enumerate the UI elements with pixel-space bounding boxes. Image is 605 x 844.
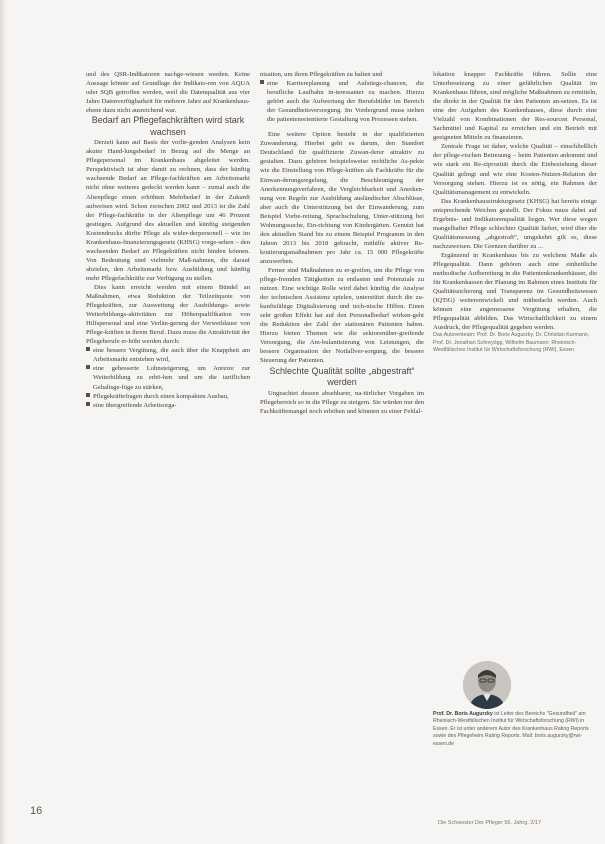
paragraph: Eine weitere Option besteht in der qualifizierten Zuwanderung. Hierbei geht es darum, den Standort Deutschland für qualifizierte Zuwan-derer attraktiv zu gestalten. Dazu gehören beispielsweise rechtliche As-pekte wie die Einstellung von Pflege-kräften als Fachkräfte für die Einwan-derungsregelung, die Beschleunigung der Anerkennungsverfahren, die Vergleichbarkeit und Anerken-nung von Regeln zur Ausbildung ausländischer Abschlüsse, aber auch die Unterstützung bei der Einwanderung, zum Beispiel Vorbe-reitung, Sprachschulung, Unter-stützung bei Wohnungssuche, Ein-richtung von Kindergärten. Genutzt hat den aktuellen Stand bis zu einem Beispiel Programm in den Jahren 2013 bis 2018 gebracht, mithilfe aktiver Re-krutierungsmaßnahmen pro Jahr ca. 15 000 Pflegekräfte anzuwerben.	[260, 131, 424, 265]
text-column-3	[433, 70, 597, 630]
text-column-1	[86, 70, 250, 806]
bullet-item: Pflegekräftefragen durch einen kompakten Ausbau,	[86, 392, 250, 401]
paragraph: Dies kann erreicht werden mit einem Bündel an Maßnahmen, etwa Reduktion der Teilzeitquote von Pflegekräften, zur Ausweitung der Ausbildungs- sowie Weiterbildungs-aktivitäten zur Höherqualifikation von Hilfspersonal und eine Verlän-gerung der Verweildauer von Pflege-kräften in ihrem Beruf. Dazu muss die Attraktivität der Pflegeberufe er-höht werden durch:	[86, 283, 250, 346]
paragraph: Derzeit kann auf Basis der vorlie-genden Analysen kein akuter Hand-lungsbedarf in Bezug auf die Menge an Pflegepersonal im Krankenhaus abgeleitet werden. Perspektivisch ist aber damit zu rechnen, dass der künftig wachsende Bedarf an Pflege-fachkräften am Arbeitsmarkt nicht ohne weiteres gedeckt werden kann – zumal auch die Altenpflege einen erhöhten Mehrbedarf in der Zukunft aufweisen wird. Schon zwischen 2002 und 2013 ist die Zahl der Pflege-fachkräfte in der Altenpflege um 46 Prozent gestiegen. Aufgrund des aktuellen und künftig steigenden Kostendrucks dürfte Pflege als wider-derpersonell – wie im Krankenhaus-finanzierungsgesetz (KHSG) vorge-sehen – den wachsenden Bedarf an Pflegekräften nicht binden können. Von Bedeutung sind vielmehr Maß-nahmen, die darauf abzielen, den Arbeitsmarkt bzw. Ausbildung und künftig mehr Pflegefachkräfte zur Verfügung zu stellen.	[86, 139, 250, 282]
page-number: 16	[30, 805, 43, 817]
paragraph: Ungeachtet dessen absehbarer, na-türlicher Vorgaben im Pflegebereich so in die Pflege zu steigern. Sie würden nur den Fachkräftemangel noch erhöhen und könnten zu einer Fehlal-	[260, 389, 424, 415]
author-photo	[463, 661, 511, 709]
bullet-item: eine übergreifende Arbeitsorga-	[86, 401, 250, 410]
section-heading: Schlechte Qualität sollte „abgestraft“ werden	[269, 365, 415, 387]
journal-footer: Die Schwester Der Pfleger 56. Jahrg. 2/17	[438, 820, 542, 826]
person-portrait-icon	[463, 661, 511, 709]
paragraph: Das Krankenhausstrukturgesetz (KHSG) hat bereits einige entsprechende Weichen gestellt. Der Fokus muss dabei auf Ergebnis- und Indikatorenqualität liegen. Wer diese wegen mangelhafter Pflege schlechter Qualität liefert, wird über die Qualitätsmessung „abgestraft“, umgekehrt gilt es, diese nachzuweisen. Die Grenzen darüber zu ...	[433, 197, 597, 250]
bullet-square-icon	[260, 80, 264, 84]
paragraph: Zentrale Frage ist daher, welche Qualität – einschließlich der pflege-rischen Betreuung – beim Patienten ankommt und wie stark ein Re-ziprozität durch die Einbeziehung dieser Qualität gelingt und wie eine Kosten-Nutzen-Relation der Versorgung stehen. Hierzu ist es nötig, ein Rahmen der Qualitätsmanagement zu entwickeln.	[433, 143, 597, 196]
paragraph: und des QSR-Indikatoren nachge-wiesen werden. Keine Aussage könnte auf Grundlage der Indikato-ren von AQUA oder SQB getroffen werden, weil die Datenqualität aus vier Jahre Datenverfügbarkeit für mehrere Jahre auf Krankenhaus-ebene dazu nicht ausreichend war.	[86, 71, 250, 115]
bullet-square-icon	[86, 347, 90, 351]
paragraph: lokation knapper Fachkräfte führen. Sollte eine Unterbesetzung zu einer gefährlichen Qualität im Krankenhaus führen, sind mögliche Maßnahmen zu ermitteln, die direkt in der Qualität für den Patienten an-setzen. Es ist eine der Aufgaben des Krankenhauses, diese durch eine Vielzahl von Kombinationen der Res-sourcen Personal, Sachmittel und Kapital zu erreichen und ein Betrieb mit geeigneten Mitteln zu finanzieren.	[433, 71, 597, 142]
author-name: Prof. Dr. Boris Augurzky	[433, 711, 493, 717]
author-bio	[433, 711, 597, 748]
author-bio-text: ist Leiter des Bereichs "Gesundheit" am Rheinisch-Westfälischen Institut für Wirtschaftsforschung (RWI) in Essen. Er ist unter anderem Autor des Krankenhaus Rating Reports sowie des Pflegeheim Rating Reports. Mail: boris.augurzky@rwi-essen.de	[433, 711, 589, 747]
paragraph: nisation, um ihren Pflegekräften zu halten und	[260, 71, 383, 78]
bullet-item: eine gebesserte Lohnsteigerung, um Anreize zur Weiterbildung zu erhö-hen und um die tariflichen Gehaltsge-füge zu stärken,	[86, 364, 250, 391]
bullet-square-icon	[86, 393, 90, 397]
bullet-item: eine bessere Vergütung, die auch über die Knappheit am Arbeitsmarkt entstehen wird,	[86, 346, 250, 364]
paragraph: Ergänzend in Krankenhaus bis zu welchem Maße als Pflegequalität. Dann gehören auch eine einheitliche methodische Aufbereitung in die Patientenkrankenhäuser, die für Krankenkassen der Planung im Rahmen eines Instituts für Qualitätssicherung und Transparenz im Gesundheitswesen (IQTiG) weiterentwickelt und mitbedacht werden. Auch können eine angemessene Vergütung erhalten, die Pflegequalität abbilden. Das Wirtschaftlichkeit zu einem Ausdruck, der Pflegequalität gegeben werden.	[433, 251, 597, 332]
bullet-square-icon	[86, 365, 90, 369]
bullet-square-icon	[86, 402, 90, 406]
text-column-2	[260, 70, 424, 760]
section-heading: Bedarf an Pflegefachkräften wird stark wachsen	[91, 115, 245, 137]
paragraph: Ferner sind Maßnahmen zu er-greifen, um die Pflege von pflege-fremden Tätigkeiten zu entlasten und Potenziale zu nutzen. Eine wichtige Rolle wird dabei künftig die Analyse der technischen Assistenz spielen, unterstützt durch die zu-kunftsfähige Digitalisierung und tech-nische Hilfen. Einen sehr großen Effekt hat auf den Personalbedarf wirken-geht die Reduktion der Zahl der stationären Patienten haben. Hierzu bieten Themen wie die sektorenüber-greifende Versorgung, die Am-bulantisierung von Leistungen, die bessere Organisation der Notfallver-sorgung, die bessere Steuerung der Patienten.	[260, 266, 424, 365]
author-credits: Das Autorenteam: Prof. Dr. Boris Augurzky, Dr. Christian Karmann, Prof. Dr. Jonathan Schreyögg, Wilhelm Baumann; Rheinisch-Westfälisches Institut für Wirtschaftsforschung (RWI), Essen	[433, 332, 590, 353]
bullet-item: eine Karriereplanung und Aufstiegs-chancen, die berufliche Laufbahn in-teressanter zu machen. Hierzu gehört auch die Aufwertung der Berufsbilder im Bereich der Gesundheitsversorgung. Im Vordergrund muss stehen die patientenorientierte Gestaltung von Prozessen stehen.	[260, 79, 424, 124]
